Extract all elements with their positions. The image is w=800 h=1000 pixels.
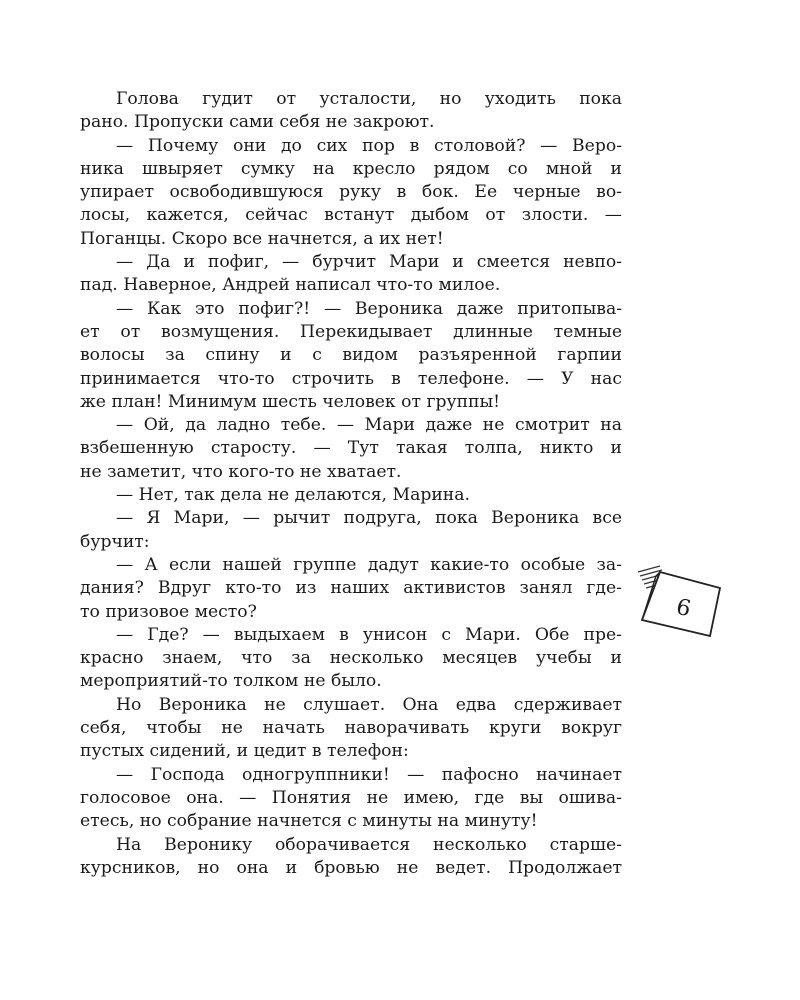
text-line: — Почему они до сих пор в столовой? — Веро- [116,135,622,156]
text-line: мероприятий-то толком не было. [80,671,382,692]
text-line: курсников, но она и бровью не ведет. Продолжает [80,857,622,878]
text-line: — Как это пофиг?! — Вероника даже притопыва- [116,298,622,319]
text-line: — Да и пофиг, — бурчит Мари и смеется невпо- [116,252,622,273]
text-line: ет от возмущения. Перекидывает длинные темные [80,321,622,342]
text-line: пад. Наверное, Андрей написал что-то милое. [80,275,501,296]
text-line: Но Вероника не слушает. Она едва сдерживает [116,694,622,715]
text-line: етесь, но собрание начнется с минуты на минуту! [80,811,538,832]
text-line: лосы, кажется, сейчас встанут дыбом от злости. — [80,205,622,226]
text-line: взбешенную старосту. — Тут такая толпа, никто и [80,438,622,459]
text-line: На Веронику оборачивается несколько старше- [116,834,622,855]
text-line: пустых сидений, и цедит в телефон: [80,741,409,762]
text-line: Поганцы. Скоро все начнется, а их нет! [80,228,444,249]
text-line: не заметит, что кого-то не хватает. [80,461,402,482]
text-line: себя, чтобы не начать наворачивать круги вокруг [80,718,622,739]
text-line: рано. Пропуски сами себя не закроют. [80,112,435,133]
text-line: голосовое она. — Понятия не имею, где вы ошива- [80,787,622,808]
text-line: — Где? — выдыхаем в унисон с Мари. Обе пре- [116,624,622,645]
book-page-number-marker [632,558,742,648]
text-line: то призовое место? [80,601,257,622]
text-line: волосы за спину и с видом разъяренной гарпии [80,345,622,366]
text-line: — Нет, так дела не делаются, Марина. [116,485,470,506]
text-line: — Я Мари, — рычит подруга, пока Вероника все [116,508,622,529]
page-number: 9 [674,591,694,620]
page-body-text [80,88,622,880]
text-line: Голова гудит от усталости, но уходить пока [116,89,622,109]
text-line: ника швыряет сумку на кресло рядом со мной и [80,158,622,179]
text-line: — Господа одногруппники! — пафосно начинает [116,764,622,785]
text-line: принимается что-то строчить в телефоне. — У нас [80,368,622,389]
text-line: бурчит: [80,531,150,552]
text-line: дания? Вдруг кто-то из наших активистов занял где- [80,578,622,599]
text-line: — Ой, да ладно тебе. — Мари даже не смотрит на [116,415,622,436]
text-line: красно знаем, что за несколько месяцев учебы и [80,648,622,669]
text-line: упирает освободившуюся руку в бок. Ее черные во- [80,182,622,203]
text-line: же план! Минимум шесть человек от группы! [80,391,501,412]
text-line: — А если нашей группе дадут какие-то особые за- [116,554,622,575]
